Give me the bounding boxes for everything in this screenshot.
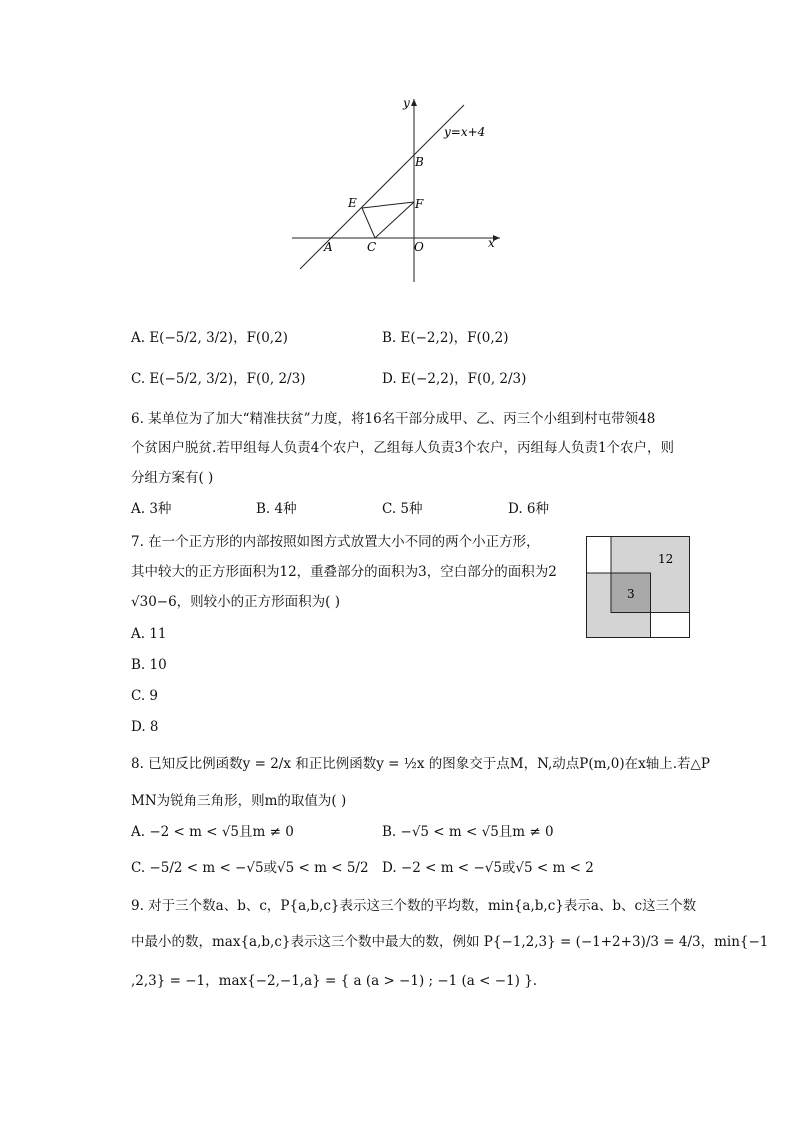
q7-line-2: 其中较大的正方形面积为12，重叠部分的面积为3，空白部分的面积为2 <box>131 564 557 580</box>
q9-line-1: 9. 对于三个数a、b、c，P{a,b,c}表示这三个数的平均数，min{a,b,c}表示a、b、c这三个数 <box>131 898 697 914</box>
coordinate-figure <box>290 95 510 285</box>
q7-option-c: C. 9 <box>131 688 159 704</box>
q6-option-b: B. 4种 <box>256 501 297 517</box>
q8-option-b: B. −√5 < m < √5且m ≠ 0 <box>382 824 554 840</box>
line-equation-label: y=x+4 <box>444 125 486 139</box>
q6-line-1: 6. 某单位为了加大“精准扶贫”力度，将16名干部分成甲、乙、丙三个小组到村屯带领48 <box>131 411 656 427</box>
q7-option-a: A. 11 <box>131 626 167 642</box>
q8-option-a: A. −2 < m < √5且m ≠ 0 <box>131 824 294 840</box>
q5-option-d: D. E(−2,2)，F(0, 2/3) <box>382 371 527 387</box>
y-axis-label: y <box>403 96 410 110</box>
big-square-area-label: 12 <box>658 552 674 566</box>
q7-line-1: 7. 在一个正方形的内部按照如图方式放置大小不同的两个小正方形， <box>131 534 540 550</box>
point-f-label: F <box>415 197 424 211</box>
q6-option-a: A. 3种 <box>131 501 172 517</box>
q6-option-c: C. 5种 <box>382 501 423 517</box>
q5-option-a: A. E(−5/2, 3/2)，F(0,2) <box>131 330 288 346</box>
overlap-area-label: 3 <box>627 587 635 601</box>
squares-figure <box>586 536 692 640</box>
x-axis-label: x <box>488 236 495 250</box>
q9-line-2: 中最小的数，max{a,b,c}表示这三个数中最大的数，例如 P{−1,2,3} = (−1+2+3)/3 = 4/3，min{−1 <box>131 934 769 950</box>
q6-line-2: 个贫困户脱贫.若甲组每人负责4个农户，乙组每人负责3个农户，丙组每人负责1个农户，则 <box>131 440 675 456</box>
point-a-label: A <box>324 240 333 254</box>
q6-option-d: D. 6种 <box>508 501 550 517</box>
q7-option-b: B. 10 <box>131 657 167 673</box>
q8-option-c: C. −5/2 < m < −√5或√5 < m < 5/2 <box>131 860 369 876</box>
q7-option-d: D. 8 <box>131 719 159 735</box>
q6-line-3: 分组方案有( ) <box>131 470 214 486</box>
q7-line-3: √30−6，则较小的正方形面积为( ) <box>131 594 341 610</box>
q9-line-3: ,2,3} = −1，max{−2,−1,a} = { a (a > −1) ; −1 (a < −1) }. <box>131 973 538 989</box>
q5-option-c: C. E(−5/2, 3/2)，F(0, 2/3) <box>131 371 306 387</box>
point-e-label: E <box>348 196 357 210</box>
q8-line-2: MN为锐角三角形，则m的取值为( ) <box>131 793 347 809</box>
point-b-label: B <box>415 155 424 169</box>
q8-option-d: D. −2 < m < −√5或√5 < m < 2 <box>382 860 594 876</box>
q5-option-b: B. E(−2,2)，F(0,2) <box>382 330 509 346</box>
origin-label: O <box>414 240 424 254</box>
q8-line-1: 8. 已知反比例函数y = 2/x 和正比例函数y = ½x 的图象交于点M，N,动点P(m,0)在x轴上.若△P <box>131 756 710 772</box>
point-c-label: C <box>367 240 377 254</box>
